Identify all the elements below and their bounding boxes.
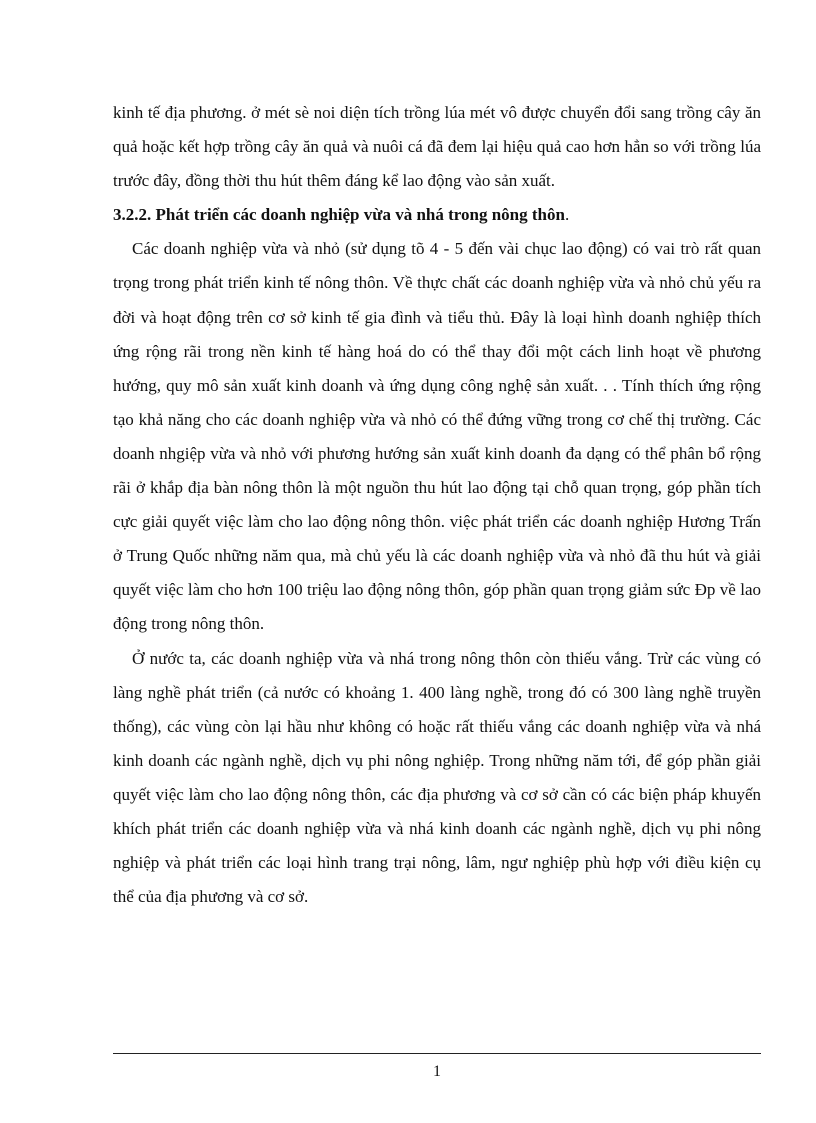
paragraph-continuation: kinh tế địa phương. ở mét sè noi diện tích trồng lúa mét vô được chuyển đổi sang trồng cây ăn quả hoặc kết hợp trồng cây ăn quả và nuôi cá đã đem lại hiệu quả cao hơn hẳn so với trồng lúa trước đây, đồng thời thu hút thêm đáng kể lao động vào sản xuất. [113, 103, 761, 191]
section-heading [113, 198, 761, 232]
section-heading-period: . [564, 205, 570, 225]
body-text [113, 96, 761, 914]
page-number: 1 [433, 1063, 441, 1080]
footer-divider [113, 1053, 761, 1054]
paragraph-sme-vietnam: Ở nước ta, các doanh nghiệp vừa và nhá trong nông thôn còn thiếu vắng. Trừ các vùng có làng nghề phát triển (cả nước có khoảng 1. 400 làng nghề, trong đó có 300 làng nghề truyền thống), các vùng còn lại hầu như không có hoặc rất thiếu vắng các doanh nghiệp vừa và nhá kinh doanh các ngành nghề, dịch vụ phi nông nghiệp. Trong những năm tới, để góp phần giải quyết việc làm cho lao động nông thôn, các địa phương và cơ sở cần có các biện pháp khuyến khích phát triển các doanh nghiệp vừa và nhá kinh doanh các ngành nghề, dịch vụ phi nông nghiệp và phát triển các loại hình trang trại nông, lâm, ngư nghiệp phù hợp với điều kiện cụ thể của địa phương và cơ sở. [113, 648, 761, 907]
section-heading-text: 3.2.2. Phát triển các doanh nghiệp vừa và nhá trong nông thôn [113, 205, 565, 225]
paragraph-sme-role: Các doanh nghiệp vừa và nhỏ (sử dụng tõ 4 - 5 đến vài chục lao động) có vai trò rất quan trọng trong phát triển kinh tế nông thôn. Về thực chất các doanh nghiệp vừa và nhỏ chủ yếu ra đời và hoạt động trên cơ sở kinh tế gia đình và tiểu thủ. Đây là loại hình doanh nghiệp thích ứng rộng rãi trong nền kinh tế hàng hoá do có thể thay đổi một cách linh hoạt về phương hướng, quy mô sản xuất kinh doanh và ứng dụng công nghệ sản xuất. . . Tính thích ứng rộng tạo khả năng cho các doanh nghiệp vừa và nhỏ có thể đứng vững trong cơ chế thị trường. Các doanh nhgiệp vừa và nhỏ với phương hướng sản xuất kinh doanh đa dạng có thể phân bổ rộng rãi ở khắp địa bàn nông thôn là một nguồn thu hút lao động tại chỗ quan trọng, góp phần tích cực giải quyết việc làm cho lao động nông thôn. việc phát triển các doanh nghiệp Hương Trấn ở Trung Quốc những năm qua, mà chủ yếu là các doanh nghiệp vừa và nhỏ đã thu hút và giải quyết việc làm cho hơn 100 triệu lao động nông thôn, góp phần quan trọng giảm sức Ðp về lao động trong nông thôn. [113, 239, 761, 634]
